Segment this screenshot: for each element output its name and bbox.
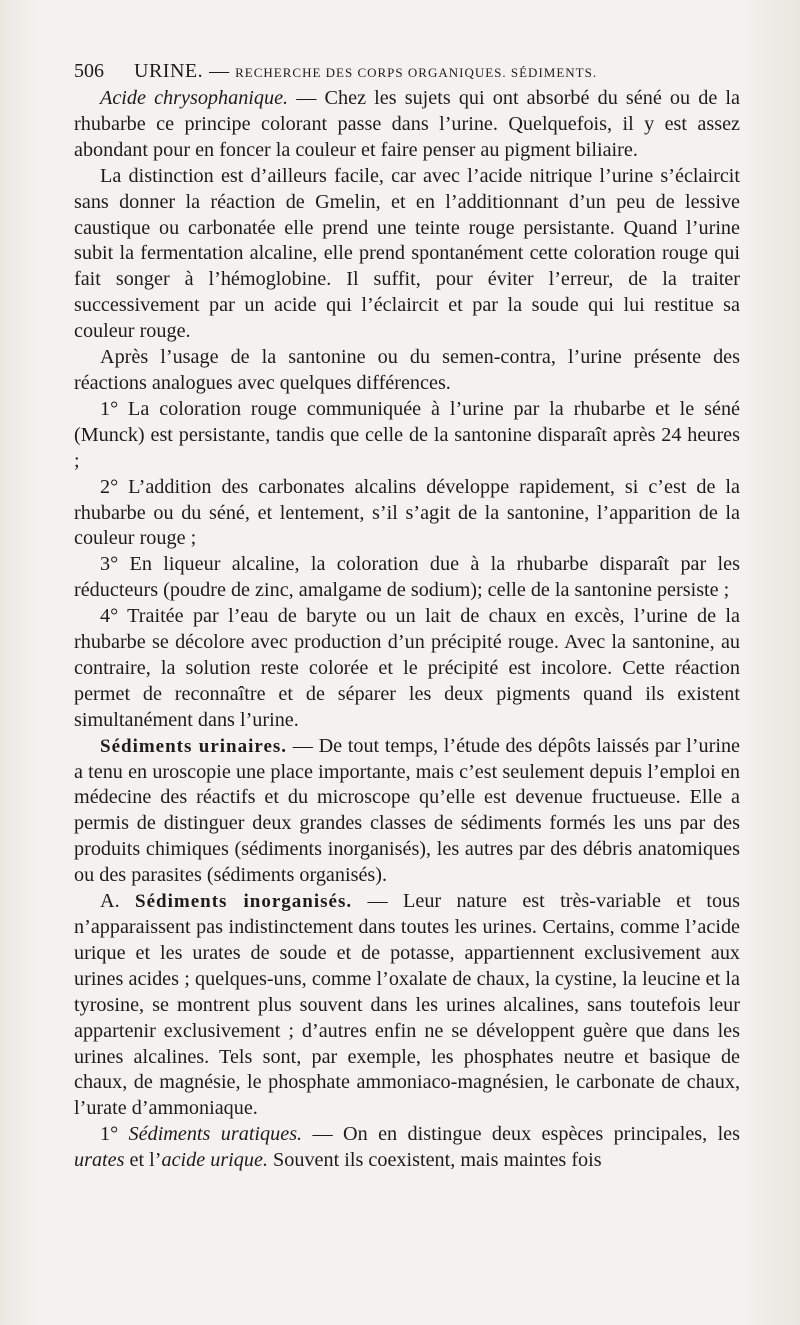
paragraph-santonine (74, 345, 740, 397)
section-heading: Sédiments urinaires. (100, 735, 288, 757)
paragraph-text: 4° Traitée par l’eau de baryte ou un lait de chaux en excès, l’urine de la rhubarbe se décolore avec production d’un précipité rouge. Avec la santonine, au contraire, la solution reste colorée et le précipité est incolore. Cette réaction permet de reconnaître et de séparer les deux pigments quand ils existent simultanément dans l’urine. (74, 605, 740, 731)
header-subtitle: RECHERCHE DES CORPS ORGANIQUES. SÉDIMENTS. (235, 65, 598, 80)
paragraph-lead: Sédiments uratiques. (128, 1123, 303, 1146)
header-title: URINE. (134, 60, 204, 82)
paragraph-item-2 (74, 475, 740, 553)
paragraph-acide-chrysophanique (74, 86, 740, 164)
paragraph-sediments-inorganises (74, 889, 740, 1122)
page-body (74, 86, 740, 1174)
running-header (74, 58, 744, 84)
section-prefix: 1° (100, 1123, 129, 1146)
paragraph-text: La distinction est d’ailleurs facile, car avec l’acide nitrique l’urine s’éclaircit sans donner la réaction de Gmelin, et en l’additionnant d’un peu de lessive caustique ou carbonatée elle prend une teinte rouge persistante. Quand l’urine subit la fermentation alcaline, elle prend spontanément cette coloration rouge qui fait songer à l’hémoglobine. Il suffit, pour éviter l’erreur, de la traiter successivement par un acide qui l’éclaircit et par la soude qui lui restitue sa couleur rouge. (74, 164, 740, 343)
paragraph-item-1 (74, 397, 740, 475)
term-urates: urates (74, 1149, 125, 1172)
page-number: 506 (74, 60, 104, 82)
paragraph-text: 3° En liqueur alcaline, la coloration due à la rhubarbe disparaît par les réducteurs (poudre de zinc, amalgame de sodium); celle de la santonine persiste ; (74, 553, 740, 602)
section-prefix: A. (100, 890, 136, 913)
paragraph-sediments-uratiques (74, 1122, 740, 1174)
paragraph-text: — Leur nature est très-variable et tous n’apparaissent pas indistinctement dans toutes les urines. Certains, comme l’acide urique et les urates de soude et de potasse, appartiennent exclusivement aux urines acides ; quelques-uns, comme l’oxalate de chaux, la cystine, la leucine et la tyrosine, se montrent plus souvent dans les urines alcalines, sans toutefois leur appartenir exclusivement ; d’autres enfin ne se développent guère que dans les urines alcalines. Tels sont, par exemple, les phosphates neutre et basique de chaux, de magnésie, le phosphate ammoniaco-magnésien, le carbonate de chaux, l’urate d’ammoniaque. (74, 890, 740, 1120)
paragraph-lead: Acide chrysophanique. (100, 87, 289, 109)
paragraph-text: et l’ (124, 1149, 162, 1172)
paragraph-text: — On en distingue deux espèces principales, les (302, 1123, 740, 1146)
section-heading: Sédiments inorganisés. (135, 891, 353, 913)
header-dash: — (209, 60, 230, 82)
paragraph-text: 1° La coloration rouge communiquée à l’urine par la rhubarbe et le séné (Munck) est persistante, tandis que celle de la santonine disparaît après 24 heures ; (74, 397, 740, 472)
paragraph-text: Après l’usage de la santonine ou du semen-contra, l’urine présente des réactions analogues avec quelques différences. (74, 346, 740, 394)
paragraph-text: Souvent ils coexistent, mais maintes fois (268, 1149, 602, 1172)
paragraph-text: — Chez les sujets qui ont absorbé du séné ou de la rhubarbe ce principe colorant passe dans l’urine. Quelquefois, il y est assez abondant pour en foncer la couleur et faire penser au pigment biliaire. (74, 87, 740, 161)
paragraph-item-4 (74, 604, 740, 734)
term-acide-urique: acide urique. (161, 1149, 268, 1172)
paragraph-item-3 (74, 552, 740, 604)
paragraph-distinction (74, 164, 740, 345)
paragraph-text: 2° L’addition des carbonates alcalins développe rapidement, si c’est de la rhubarbe ou du séné, et lentement, s’il s’agit de la santonine, l’apparition de la couleur rouge ; (74, 475, 740, 550)
paragraph-sediments-urinaires (74, 734, 740, 889)
paragraph-text: — De tout temps, l’étude des dépôts laissés par l’urine a tenu en uroscopie une place importante, mais c’est seulement depuis l’emploi en médecine des réactifs et du microscope qu’elle est devenue fructueuse. Elle a permis de distinguer deux grandes classes de sédiments formés les uns par des produits chimiques (sédiments inorganisés), les autres par des débris anatomiques ou des parasites (sédiments organisés). (74, 734, 741, 887)
